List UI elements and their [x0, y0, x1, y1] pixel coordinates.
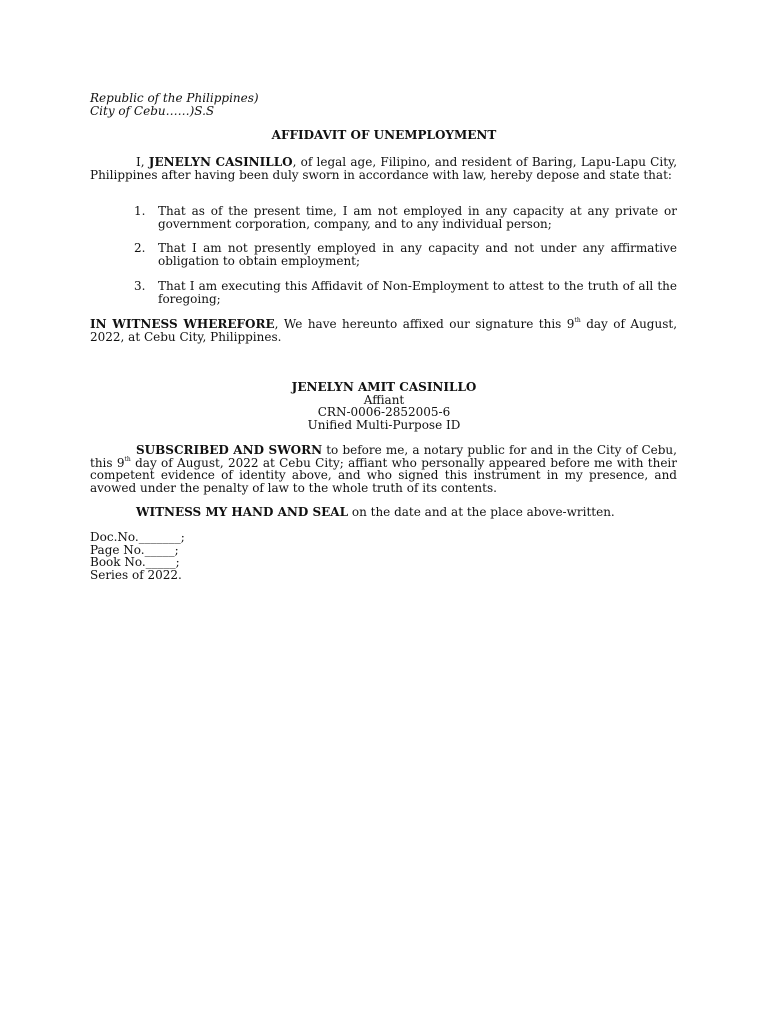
docket-doc-no: Doc.No._______;	[90, 530, 185, 544]
list-item-number: 1.	[134, 204, 146, 218]
witness-text-2: day of August, 2022, at Cebu City, Philippines.	[90, 317, 678, 344]
intro-text: , of legal age, Filipino, and resident of Baring, Lapu-Lapu City, Philippines after having been duly sworn in accordance with law, hereby depose and state that:	[90, 155, 678, 182]
docket-book-no: Book No._____;	[90, 555, 180, 569]
seal-lead: WITNESS MY HAND AND SEAL	[136, 505, 349, 519]
witness-date-suffix: th	[574, 317, 581, 324]
list-item-text: That as of the present time, I am not employed in any capacity at any private or government corporation, company, and to any individual person;	[158, 204, 677, 231]
jurat-lead: SUBSCRIBED AND SWORN	[136, 443, 323, 457]
witness-text-1: , We have hereunto affixed our signature this 9	[274, 317, 575, 331]
venue-city: City of Cebu……)S.S	[90, 103, 215, 118]
list-item-text: That I am executing this Affidavit of Non-Employment to attest to the truth of all the foregoing;	[158, 279, 677, 306]
witness-paragraph	[90, 318, 677, 343]
list-item	[134, 204, 677, 231]
affiant-name: JENELYN AMIT CASINILLO	[291, 380, 477, 394]
witness-lead: IN WITNESS WHEREFORE	[90, 317, 275, 331]
affiant-role: Affiant	[363, 392, 405, 407]
jurat-text-2: day of August, 2022 at Cebu City; affiant who personally appeared before me with their competent evidence of identity above, and who signed this instrument in my presence, and avowed under the penalty of law to the whole truth of its contents.	[90, 455, 678, 495]
jurat-paragraph	[90, 444, 677, 494]
document-title: AFFIDAVIT OF UNEMPLOYMENT	[271, 128, 497, 142]
intro-prefix: I,	[136, 155, 149, 169]
seal-paragraph	[90, 506, 677, 519]
jurat-date-suffix: th	[124, 455, 131, 463]
venue-republic: Republic of the Philippines)	[90, 91, 259, 105]
docket-series: Series of 2022.	[90, 567, 182, 582]
venue-block	[90, 92, 259, 117]
intro-paragraph	[90, 156, 677, 181]
docket-page-no: Page No._____;	[90, 542, 179, 557]
affiant-block	[0, 381, 768, 431]
jurat-text-1: to before me, a notary public for and in the City of Cebu, this 9	[90, 443, 677, 470]
seal-text: on the date and at the place above-written.	[348, 505, 615, 519]
list-item-number: 3.	[134, 279, 146, 293]
affiant-crn: CRN-0006-2852005-6	[317, 405, 451, 419]
docket-block	[90, 531, 677, 581]
affiant-name-inline: JENELYN CASINILLO	[148, 155, 293, 169]
list-item	[134, 241, 677, 268]
list-item-text: That I am not presently employed in any capacity and not under any affirmative obligation to obtain employment;	[158, 241, 677, 268]
list-item-number: 2.	[134, 241, 146, 255]
list-item	[134, 279, 677, 306]
affiant-id-type: Unified Multi-Purpose ID	[307, 417, 461, 432]
